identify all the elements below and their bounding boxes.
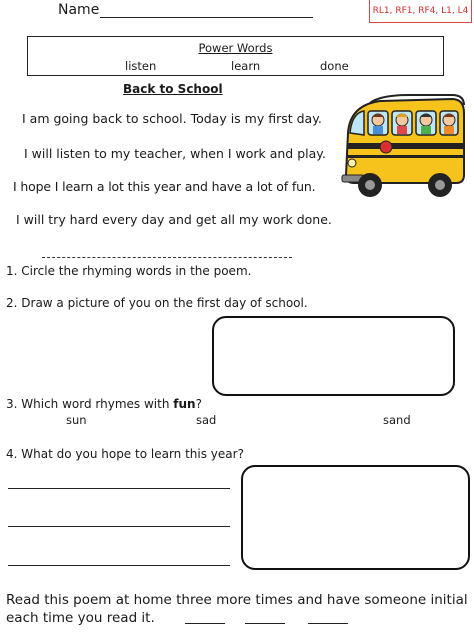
poem-line-1: I am going back to school. Today is my first day. <box>22 111 322 126</box>
power-words-title: Power Words <box>198 41 273 55</box>
answer-line-3[interactable] <box>8 565 230 566</box>
poem-line-4: I will try hard every day and get all my work done. <box>16 212 332 227</box>
power-word-learn: learn <box>231 59 261 73</box>
initial-line-3[interactable] <box>308 623 348 624</box>
power-words-box <box>27 36 444 76</box>
initial-line-1[interactable] <box>185 623 225 624</box>
question-2: 2. Draw a picture of you on the first day of school. <box>6 296 308 310</box>
answer-option-sun[interactable]: sun <box>66 413 87 427</box>
question-3-text: 3. Which word rhymes with <box>6 397 174 411</box>
answer-line-1[interactable] <box>8 488 230 489</box>
section-divider <box>42 257 292 258</box>
poem-line-3: I hope I learn a lot this year and have a lot of fun. <box>13 179 316 194</box>
poem-line-2: I will listen to my teacher, when I work and play. <box>24 146 326 161</box>
drawing-box[interactable] <box>212 316 455 396</box>
answer-line-2[interactable] <box>8 526 230 527</box>
name-blank-line[interactable] <box>100 17 313 18</box>
power-word-done: done <box>320 59 349 73</box>
standards-badge: RL1, RF1, RF4, L1, L4 <box>369 0 472 23</box>
question-3 <box>6 397 202 411</box>
answer-box[interactable] <box>241 465 470 570</box>
power-word-listen: listen <box>125 59 157 73</box>
answer-option-sad[interactable]: sad <box>196 413 217 427</box>
footer-instruction-1: Read this poem at home three more times and have someone initial <box>6 592 468 608</box>
question-1: 1. Circle the rhyming words in the poem. <box>6 264 252 278</box>
question-4: 4. What do you hope to learn this year? <box>6 447 244 461</box>
answer-option-sand[interactable]: sand <box>383 413 411 427</box>
school-bus-icon <box>340 93 470 203</box>
question-3-mark: ? <box>195 397 202 411</box>
footer-instruction-2: each time you read it. <box>6 610 155 626</box>
question-3-keyword: fun <box>173 397 196 411</box>
initial-line-2[interactable] <box>245 623 285 624</box>
poem-title: Back to School <box>123 82 223 96</box>
name-label: Name <box>58 2 100 18</box>
